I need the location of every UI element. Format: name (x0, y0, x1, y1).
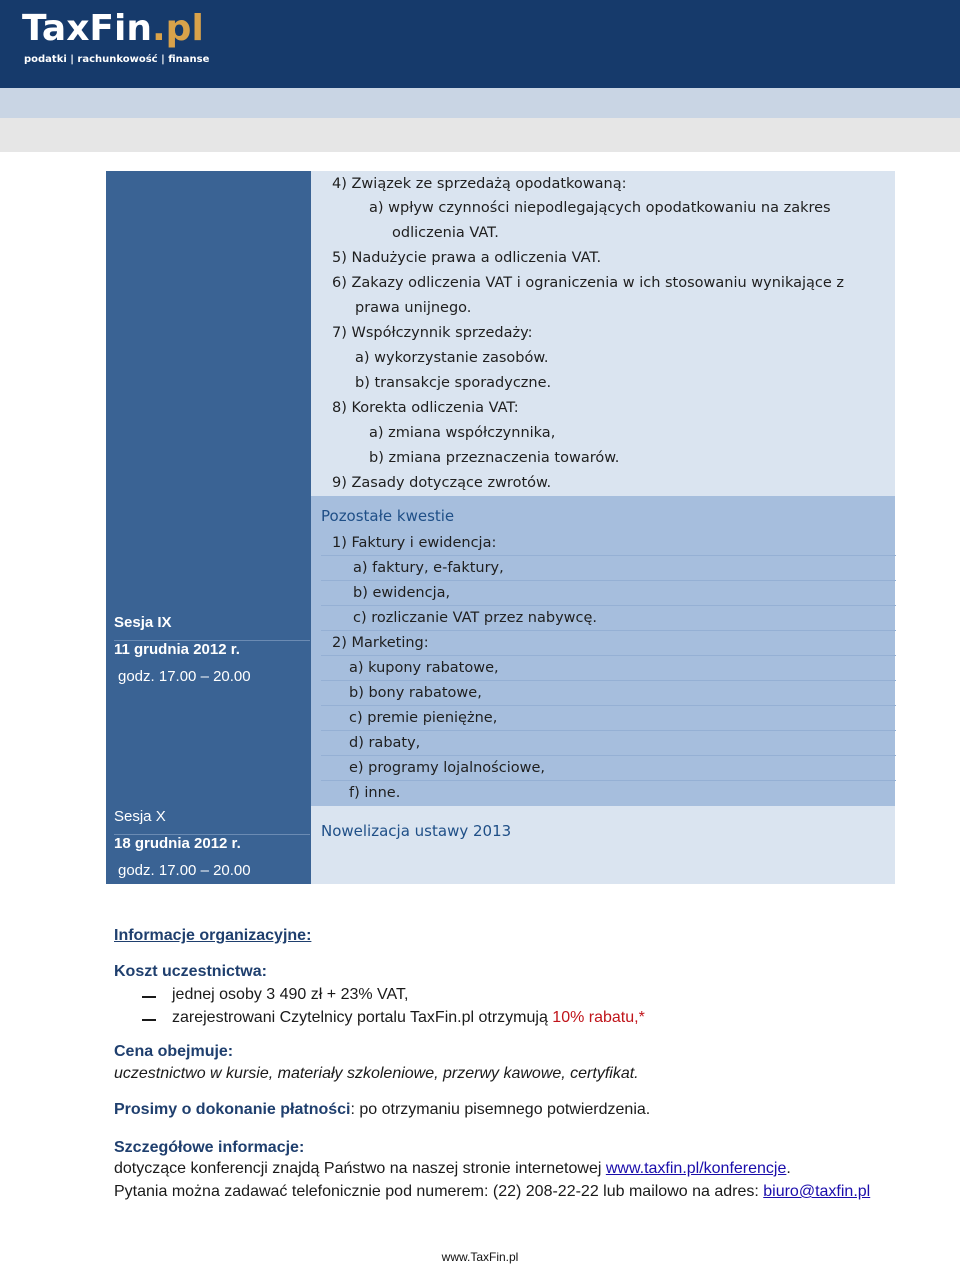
session-x (114, 803, 251, 884)
cost-line-2-text: zarejestrowani Czytelnicy portalu TaxFin.pl otrzymują (172, 1009, 553, 1026)
header-band-grey (0, 118, 960, 152)
logo-wordmark: TaxFin.pl (22, 8, 204, 49)
agenda-subitem: a) wpływ czynności niepodlegających opodatkowaniu na zakres (369, 200, 831, 216)
session-name: Sesja X (114, 808, 166, 825)
agenda-subitem-cont: odliczenia VAT. (392, 225, 499, 241)
agenda-item: 2) Marketing: (332, 635, 429, 651)
agenda-subitem: a) wykorzystanie zasobów. (355, 350, 549, 366)
section-title: Nowelizacja ustawy 2013 (321, 822, 512, 840)
cost-line-1: jednej osoby 3 490 zł + 23% VAT, (172, 986, 409, 1003)
payment-text: : po otrzymaniu pisemnego potwierdzenia. (350, 1101, 651, 1118)
contact-text: Pytania można zadawać telefonicznie pod numerem: (22) 208-22-22 lub mailowo na adres: (114, 1183, 764, 1200)
details-label: Szczegółowe informacje: (114, 1139, 305, 1156)
agenda-item: 7) Współczynnik sprzedaży: (332, 325, 533, 341)
agenda-subitem: c) rozliczanie VAT przez nabywcę. (353, 610, 598, 626)
price-label: Cena obejmuje: (114, 1043, 234, 1060)
agenda-subitem: a) zmiana współczynnika, (369, 425, 556, 441)
session-date: 18 grudnia 2012 r. (114, 835, 241, 852)
agenda-block-vat-deduction (311, 171, 895, 496)
agenda-block-amendment (311, 806, 895, 884)
separator (114, 834, 310, 835)
header-banner (0, 0, 960, 88)
payment-line (114, 1101, 650, 1119)
dash-bullet (142, 1019, 156, 1021)
details-text: dotyczące konferencji znajdą Państwo na naszej stronie internetowej (114, 1160, 606, 1177)
agenda-subitem: a) kupony rabatowe, (349, 660, 499, 676)
logo-tagline: podatki | rachunkowość | finanse (24, 54, 210, 65)
agenda-item: 4) Związek ze sprzedażą opodatkowaną: (332, 176, 627, 192)
section-title: Pozostałe kwestie (321, 507, 455, 525)
session-name: Sesja IX (114, 614, 172, 631)
sessions-sidebar (106, 171, 311, 884)
session-date: 11 grudnia 2012 r. (114, 641, 240, 658)
agenda-subitem: f) inne. (349, 785, 401, 801)
details-line-2 (114, 1183, 870, 1201)
email-link[interactable]: biuro@taxfin.pl (763, 1183, 871, 1200)
cost-line-2 (172, 1009, 645, 1027)
session-time: godz. 17.00 – 20.00 (118, 668, 251, 685)
agenda-subitem: b) bony rabatowe, (349, 685, 482, 701)
agenda-subitem: b) ewidencja, (353, 585, 451, 601)
payment-label: Prosimy o dokonanie płatności (114, 1101, 351, 1118)
row-line (321, 780, 896, 781)
agenda-subitem: a) faktury, e-faktury, (353, 560, 504, 576)
agenda-item: 6) Zakazy odliczenia VAT i ograniczenia w ich stosowaniu wynikające z (332, 275, 845, 291)
info-heading: Informacje organizacyjne: (114, 927, 312, 944)
session-time: godz. 17.00 – 20.00 (118, 862, 251, 879)
agenda-subitem: c) premie pieniężne, (349, 710, 498, 726)
agenda-item: 1) Faktury i ewidencja: (332, 535, 497, 551)
cost-label: Koszt uczestnictwa: (114, 963, 267, 980)
session-ix (114, 609, 251, 690)
details-line-1 (114, 1160, 791, 1178)
agenda-item: 5) Nadużycie prawa a odliczenia VAT. (332, 250, 602, 266)
agenda-subitem: b) transakcje sporadyczne. (355, 375, 552, 391)
agenda-subitem: b) zmiana przeznaczenia towarów. (369, 450, 620, 466)
agenda-item-cont: prawa unijnego. (355, 300, 472, 316)
dash-bullet (142, 996, 156, 998)
agenda-item: 9) Zasady dotyczące zwrotów. (332, 475, 552, 491)
details-period: . (786, 1160, 791, 1177)
discount-text: 10% rabatu,* (552, 1009, 645, 1026)
price-text: uczestnictwo w kursie, materiały szkoleniowe, przerwy kawowe, certyfikat. (114, 1065, 639, 1082)
agenda-block-other-issues (311, 496, 895, 806)
agenda-item: 8) Korekta odliczenia VAT: (332, 400, 519, 416)
footer-url: www.TaxFin.pl (441, 1250, 519, 1264)
agenda-subitem: e) programy lojalnościowe, (349, 760, 545, 776)
taxfin-logo[interactable] (22, 8, 222, 70)
header-band-light (0, 88, 960, 118)
conference-link[interactable]: www.taxfin.pl/konferencje (605, 1160, 787, 1177)
agenda-subitem: d) rabaty, (349, 735, 421, 751)
separator (114, 640, 310, 641)
